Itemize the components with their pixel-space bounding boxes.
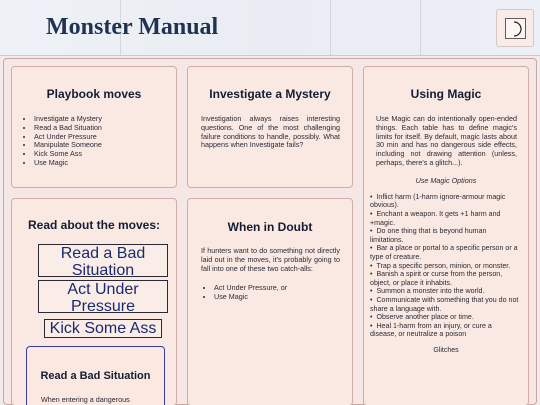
list-item: • Act Under Pressure, or [214, 284, 352, 293]
catch-all-list [188, 284, 352, 302]
list-item: • Heal 1-harm from an injury, or cure a disease, or neutralize a poison [370, 321, 492, 339]
card-title: Read about the moves: [27, 218, 161, 232]
header-texture [420, 0, 421, 56]
options-title: Use Magic Options [415, 175, 477, 185]
list-item: • Read a Bad Situation [34, 124, 176, 133]
list-item: • Act Under Pressure [34, 133, 176, 142]
list-item: • Banish a spirit or curse from the person, object, or place it inhabits. [370, 270, 503, 287]
move-link-kick-some-ass[interactable]: Kick Some Ass [44, 319, 162, 338]
move-detail-card [26, 346, 165, 405]
list-item: • Observe another place or time. [370, 313, 474, 322]
theme-toggle-button[interactable] [496, 9, 534, 47]
app-header [0, 0, 540, 56]
glitches-heading: Glitches [433, 346, 459, 354]
list-item: • Summon a monster into the world. [370, 287, 485, 296]
list-item: • Bar a place or portal to a specific person or a type of creature. [370, 244, 518, 261]
theme-toggle-frame [505, 18, 526, 39]
move-detail-body: When entering a dangerous [41, 395, 130, 404]
list-item: • Use Magic [214, 293, 352, 302]
using-magic-card [363, 66, 529, 405]
list-item: • Use Magic [34, 159, 176, 168]
card-title: Playbook moves [46, 87, 142, 101]
read-moves-card [11, 198, 177, 405]
move-link-act-under-pressure[interactable]: Act Under Pressure [38, 280, 168, 313]
when-in-doubt-card [187, 198, 353, 405]
card-title: Using Magic [410, 87, 482, 101]
investigate-card [187, 66, 353, 188]
playbook-moves-card [11, 66, 177, 188]
list-item: • Enchant a weapon. It gets +1 harm and +magic. [370, 209, 501, 227]
card-title: Investigate a Mystery [209, 87, 331, 101]
page-title: Monster Manual [46, 14, 219, 40]
card-body: If hunters want to do something not directly laid out in the moves, it's probably going to fall into one of these two catch-alls: [201, 246, 340, 273]
list-item: • Communicate with something that you do not share a language with. [370, 295, 519, 313]
moon-icon [509, 21, 523, 37]
header-texture [330, 0, 331, 56]
list-item: • Trap a specific person, minion, or monster. [370, 261, 511, 270]
list-item: • Investigate a Mystery [34, 115, 176, 124]
list-item: • Do one thing that is beyond human limitations. [370, 227, 487, 244]
list-item: • Inflict harm (1-harm ignore-armour magic obvious). [370, 192, 506, 210]
move-link-read-a-bad-situation[interactable]: Read a Bad Situation [38, 244, 168, 277]
list-item: • Kick Some Ass [34, 150, 176, 159]
move-detail-title: Read a Bad Situation [40, 370, 151, 382]
card-body: Use Magic can do intentionally open-ended things. Each table has to define magic's limits for itself. By default, magic lasts about 30 min and has no dangerous side effects, including not drawing attention (unless, perhaps, there's a glitch...). [376, 114, 517, 167]
playbook-moves-list [12, 115, 176, 168]
magic-options-list [370, 193, 520, 339]
list-item: • Manipulate Someone [34, 141, 176, 150]
card-title: When in Doubt [227, 220, 313, 234]
card-body: Investigation always raises interesting questions. One of the most challenging failure conditions to handle, possibly. What happens when Investigate fails? [201, 114, 340, 150]
